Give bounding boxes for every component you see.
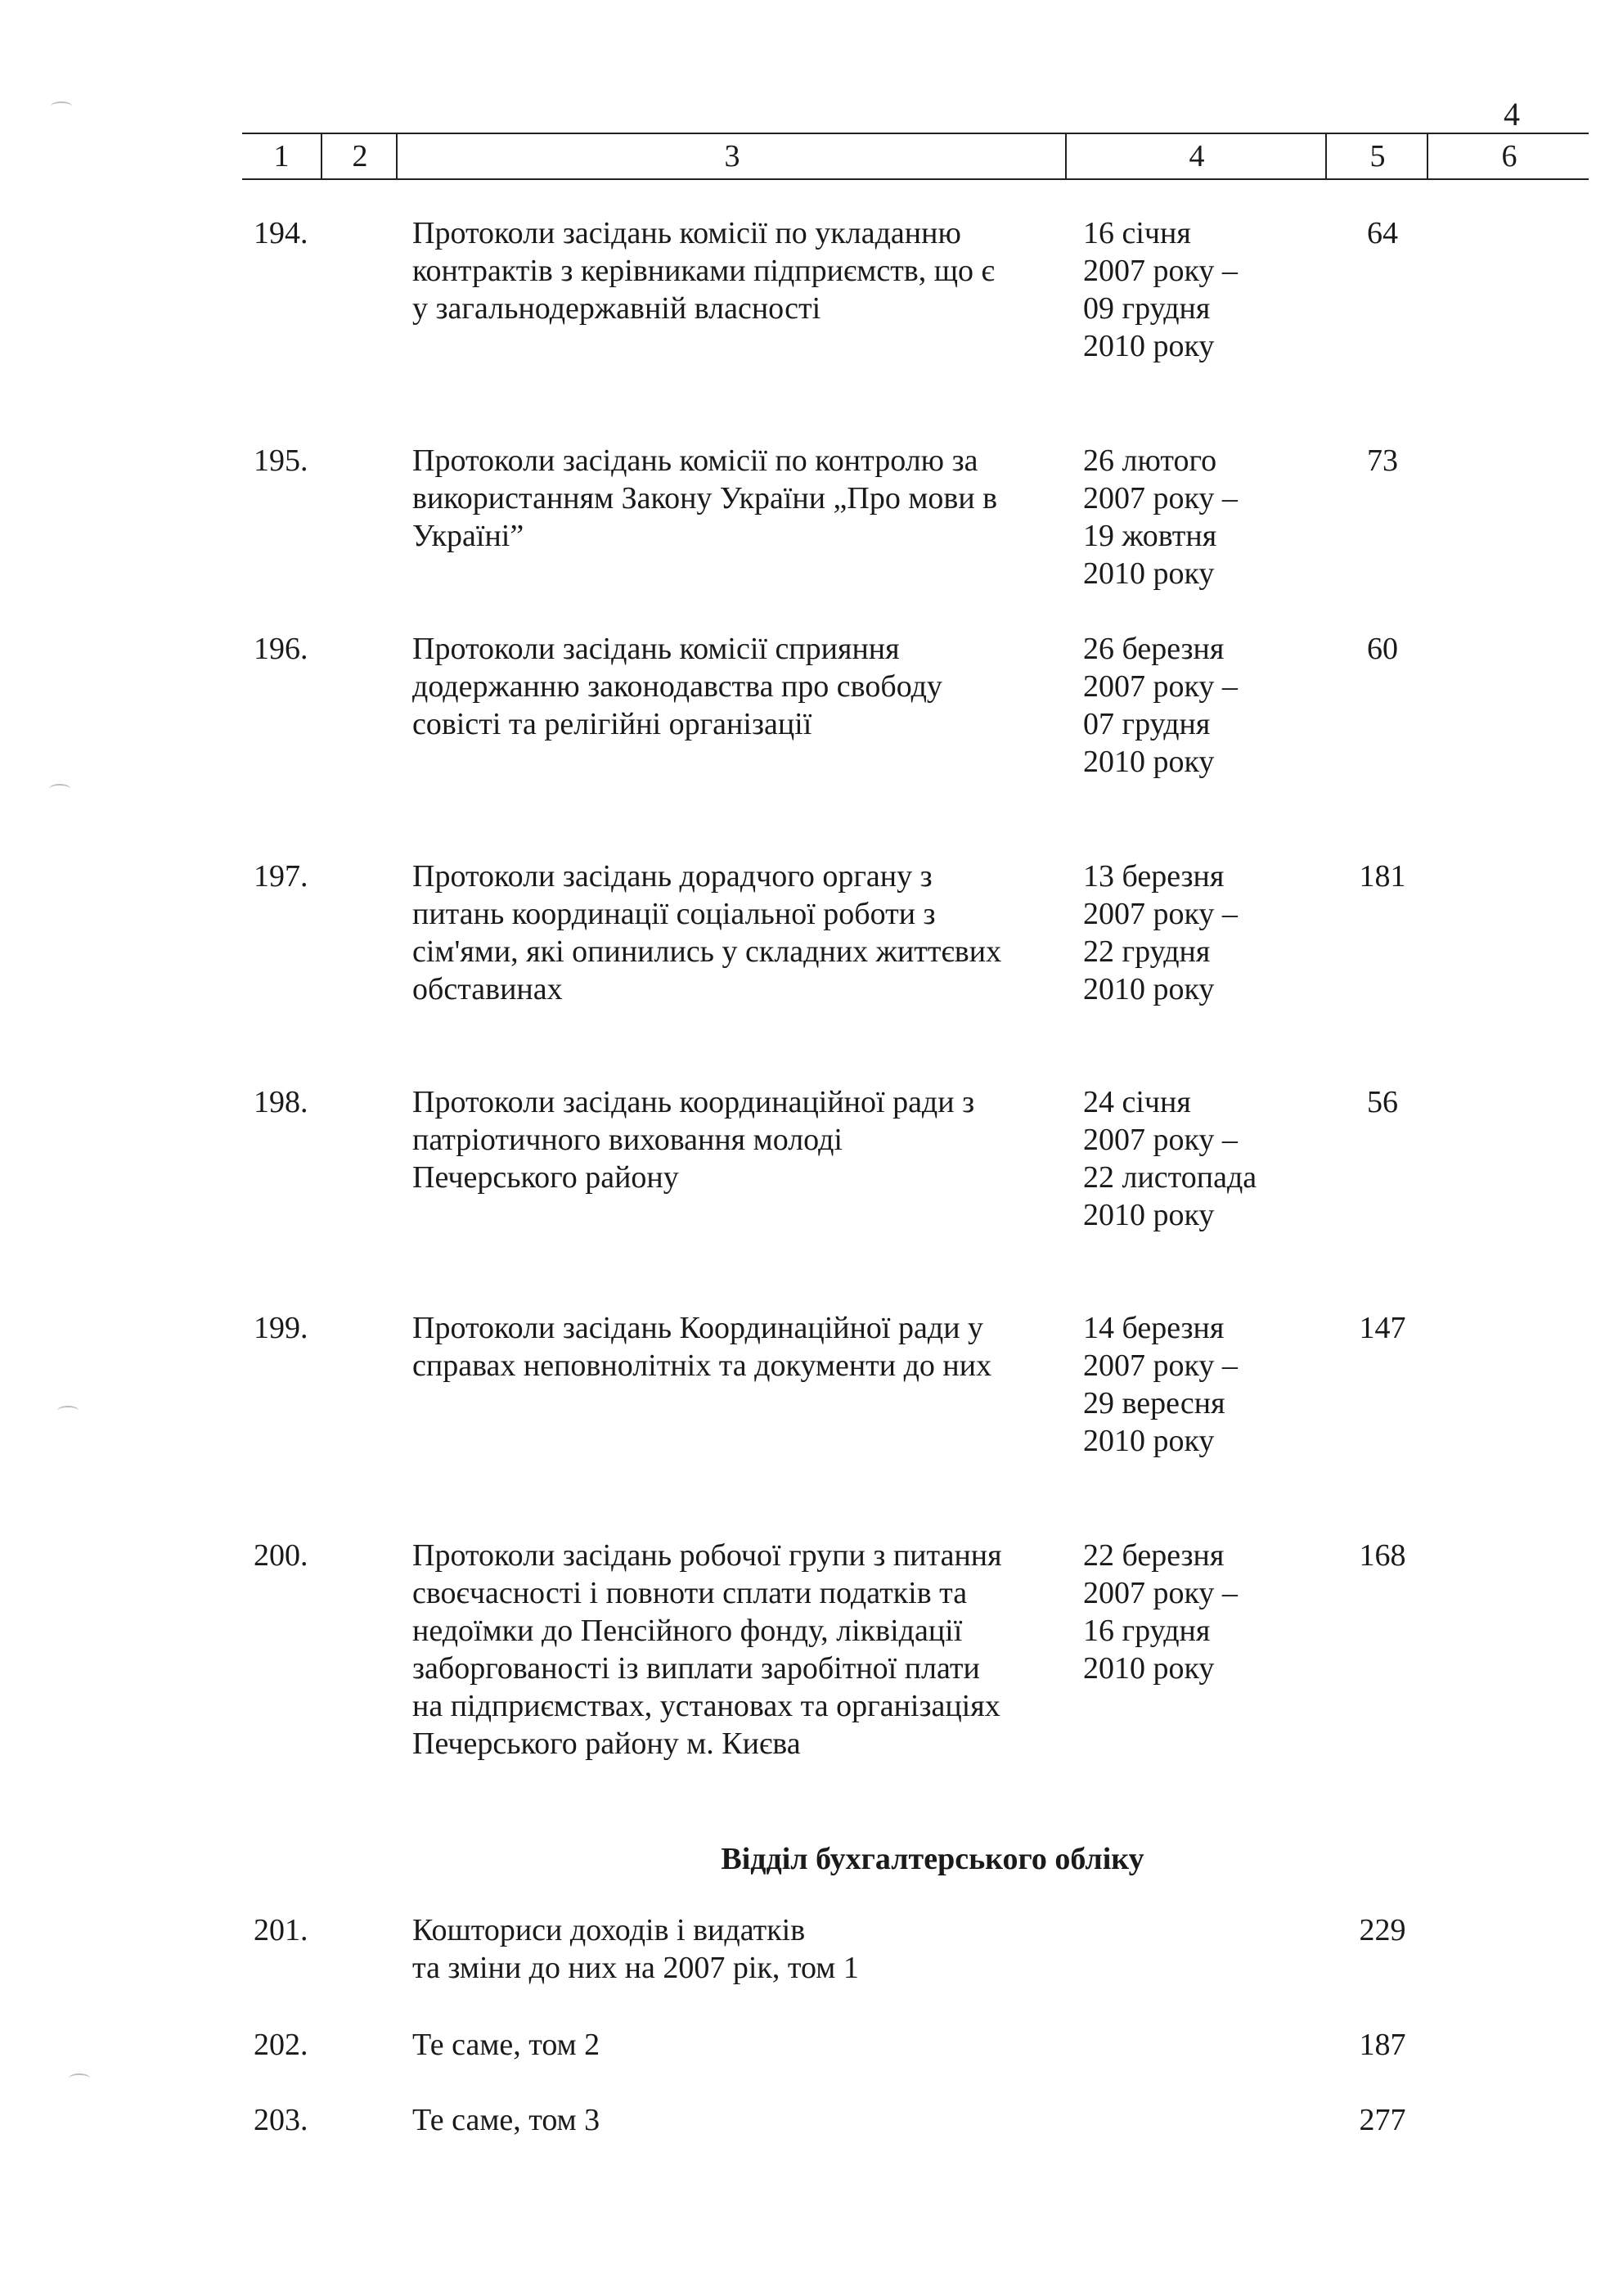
item-number: 203. — [254, 2103, 308, 2137]
item-title — [412, 1083, 1067, 1196]
item-dates — [1083, 1309, 1296, 1460]
item-title — [412, 1309, 1067, 1384]
item-title-line: патріотичного виховання молоді — [412, 1123, 843, 1157]
item-date-line: 2010 року — [1083, 745, 1215, 779]
section-heading: Відділ бухгалтерського обліку — [721, 1842, 1144, 1876]
item-title-line: своєчасності і повноти сплати податків та — [412, 1576, 968, 1610]
item-number: 195. — [254, 443, 308, 478]
item-dates — [1083, 630, 1296, 781]
item-date-line: 07 грудня — [1083, 707, 1211, 741]
column-header-6: 6 — [1427, 134, 1590, 178]
item-title-line: Протоколи засідань комісії по контролю за — [412, 443, 978, 478]
item-date-line: 2010 року — [1083, 1198, 1215, 1232]
item-title — [412, 2101, 1067, 2139]
item-date-line: 26 березня — [1083, 632, 1225, 666]
scan-artifact-mark — [69, 2073, 90, 2083]
item-title — [412, 442, 1067, 555]
item-title-line: Протоколи засідань комісії сприяння — [412, 632, 900, 666]
item-number: 196. — [254, 632, 308, 666]
item-date-line: 16 грудня — [1083, 1614, 1211, 1648]
item-dates — [1083, 1083, 1296, 1234]
item-title-line: справах неповнолітніх та документи до них — [412, 1348, 992, 1383]
item-date-line: 13 березня — [1083, 859, 1225, 894]
item-number: 201. — [254, 1913, 308, 1947]
item-sheet-count: 56 — [1367, 1085, 1398, 1119]
item-date-line: 2007 року – — [1083, 254, 1238, 288]
page-number: 4 — [1504, 96, 1520, 133]
item-date-line: 2010 року — [1083, 329, 1215, 363]
item-title-line: додержанню законодавства про свободу — [412, 669, 942, 704]
item-title-line: сім'ями, які опинились у складних життєвих — [412, 934, 1002, 969]
item-title-line: заборгованості із виплати заробітної плати — [412, 1651, 980, 1686]
scan-artifact-mark — [51, 101, 72, 111]
item-title-line: Печерського району м. Києва — [412, 1727, 801, 1761]
item-title-line: питань координації соціальної роботи з — [412, 897, 936, 931]
item-sheet-count: 277 — [1359, 2103, 1406, 2137]
item-date-line: 19 жовтня — [1083, 519, 1217, 553]
item-title-line: Україні” — [412, 519, 524, 553]
item-title-line: обставинах — [412, 972, 563, 1006]
item-number: 200. — [254, 1538, 308, 1573]
item-dates — [1083, 858, 1296, 1008]
item-title — [412, 858, 1067, 1008]
item-date-line: 24 січня — [1083, 1085, 1191, 1119]
item-title-line: у загальнодержавній власності — [412, 291, 821, 326]
item-title — [412, 2026, 1067, 2064]
item-sheet-count: 187 — [1359, 2028, 1406, 2062]
item-date-line: 2007 року – — [1083, 669, 1238, 704]
item-sheet-count: 60 — [1367, 632, 1398, 666]
item-title-line: та зміни до них на 2007 рік, том 1 — [412, 1951, 859, 1985]
item-date-line: 2010 року — [1083, 1651, 1215, 1686]
item-title-line: Те саме, том 3 — [412, 2103, 600, 2137]
item-title-line: Кошториси доходів і видатків — [412, 1913, 806, 1947]
item-title-line: совісті та релігійні організації — [412, 707, 812, 741]
item-sheet-count: 229 — [1359, 1913, 1406, 1947]
item-title-line: Те саме, том 2 — [412, 2028, 600, 2062]
item-date-line: 2007 року – — [1083, 481, 1238, 515]
item-date-line: 2007 року – — [1083, 1348, 1238, 1383]
item-date-line: 2010 року — [1083, 972, 1215, 1006]
column-header-4: 4 — [1065, 134, 1327, 178]
item-date-line: 22 березня — [1083, 1538, 1225, 1573]
item-date-line: 2007 року – — [1083, 897, 1238, 931]
item-sheet-count: 168 — [1359, 1538, 1406, 1573]
item-sheet-count: 73 — [1367, 443, 1398, 478]
item-title-line: використанням Закону України „Про мови в — [412, 481, 998, 515]
item-date-line: 16 січня — [1083, 216, 1191, 250]
item-title — [412, 1911, 1067, 1987]
item-date-line: 22 листопада — [1083, 1160, 1257, 1195]
item-number: 199. — [254, 1311, 308, 1345]
item-dates — [1083, 1537, 1296, 1687]
scan-artifact-mark — [57, 1406, 79, 1416]
item-number: 198. — [254, 1085, 308, 1119]
item-date-line: 2010 року — [1083, 556, 1215, 591]
item-sheet-count: 147 — [1359, 1311, 1406, 1345]
column-header-3: 3 — [396, 134, 1067, 178]
item-sheet-count: 64 — [1367, 216, 1398, 250]
item-date-line: 29 вересня — [1083, 1386, 1225, 1420]
column-header-1: 1 — [273, 139, 290, 173]
item-title-line: контрактів з керівниками підприємств, що є — [412, 254, 995, 288]
column-header-2: 2 — [321, 134, 398, 178]
item-number: 197. — [254, 859, 308, 894]
scan-artifact-mark — [49, 784, 70, 794]
item-title-line: Протоколи засідань комісії по укладанню — [412, 216, 961, 250]
item-title-line: недоїмки до Пенсійного фонду, ліквідації — [412, 1614, 963, 1648]
item-date-line: 14 березня — [1083, 1311, 1225, 1345]
item-title-line: на підприємствах, установах та організаціях — [412, 1689, 1000, 1723]
item-title — [412, 630, 1067, 743]
item-date-line: 2010 року — [1083, 1424, 1215, 1458]
item-dates — [1083, 442, 1296, 592]
item-title — [412, 1537, 1067, 1763]
item-title-line: Протоколи засідань дорадчого органу з — [412, 859, 933, 894]
item-dates — [1083, 214, 1296, 365]
item-date-line: 09 грудня — [1083, 291, 1211, 326]
item-date-line: 26 лютого — [1083, 443, 1217, 478]
item-number: 194. — [254, 216, 308, 250]
column-header-5: 5 — [1325, 134, 1428, 178]
item-date-line: 2007 року – — [1083, 1123, 1238, 1157]
item-number: 202. — [254, 2028, 308, 2062]
item-sheet-count: 181 — [1359, 859, 1406, 894]
item-date-line: 2007 року – — [1083, 1576, 1238, 1610]
item-title — [412, 214, 1067, 327]
item-title-line: Печерського району — [412, 1160, 679, 1195]
item-title-line: Протоколи засідань робочої групи з питання — [412, 1538, 1002, 1573]
item-title-line: Протоколи засідань координаційної ради з — [412, 1085, 975, 1119]
item-title-line: Протоколи засідань Координаційної ради у — [412, 1311, 984, 1345]
item-date-line: 22 грудня — [1083, 934, 1211, 969]
